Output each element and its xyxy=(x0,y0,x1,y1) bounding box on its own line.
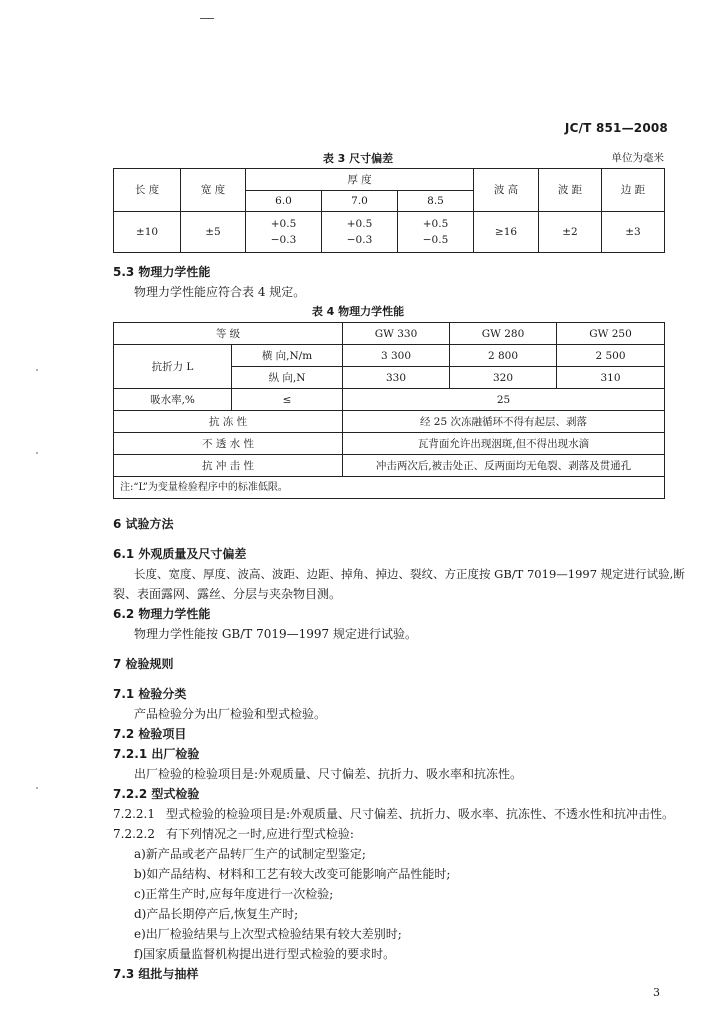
table3-value-thickness-7-0 xyxy=(322,212,398,253)
table3-header-wave-height: 波 高 xyxy=(474,169,539,212)
section-7-2-1-body: 出厂检验的检验项目是:外观质量、尺寸偏差、抗折力、吸水率和抗冻性。 xyxy=(134,767,523,781)
section-7-2-2-2-number: 7.2.2.2 xyxy=(113,827,155,841)
table4-grade-gw250: GW 250 xyxy=(557,323,665,345)
section-5-3-heading: 5.3 物理力学性能 xyxy=(113,265,211,279)
table4-longitudinal-gw280: 320 xyxy=(450,367,557,389)
table3-header-edge-distance: 边 距 xyxy=(602,169,665,212)
section-7-2-1-heading: 7.2.1 出厂检验 xyxy=(113,747,200,761)
deviation-plus: +0.5 xyxy=(270,218,297,230)
section-6-1-body-line2: 裂、表面露网、露丝、分层与夹杂物目测。 xyxy=(113,587,342,601)
table4-note: 注:“L”为变量检验程序中的标准低限。 xyxy=(114,477,665,499)
document-number: JC/T 851—2008 xyxy=(564,121,668,135)
table3-thickness-7-0: 7.0 xyxy=(322,191,398,212)
table3-value-wave-height: ≥16 xyxy=(474,212,539,253)
table4-longitudinal-gw250: 310 xyxy=(557,367,665,389)
table4-water-absorption-op: ≤ xyxy=(232,389,343,411)
section-7-2-2-heading: 7.2.2 型式检验 xyxy=(113,787,200,801)
section-6-1-body-line1: 长度、宽度、厚度、波高、波距、边距、掉角、掉边、裂纹、方正度按 GB/T 7019—1997 规定进行试验,断 xyxy=(134,567,685,581)
table3-header-thickness: 厚 度 xyxy=(246,169,474,191)
table3-caption: 表 3 尺寸偏差 xyxy=(322,152,394,165)
section-7-3-heading: 7.3 组批与抽样 xyxy=(113,967,199,981)
table4-longitudinal-label: 纵 向,N xyxy=(232,367,343,389)
table4-longitudinal-gw330: 330 xyxy=(343,367,450,389)
section-6-2-body: 物理力学性能按 GB/T 7019—1997 规定进行试验。 xyxy=(134,627,417,641)
table4-impermeability-value: 瓦背面允许出现洇斑,但不得出现水滴 xyxy=(343,433,665,455)
list-item: e)出厂检验结果与上次型式检验结果有较大差别时; xyxy=(134,927,402,941)
table3-header-wave-pitch: 波 距 xyxy=(539,169,602,212)
deviation-plus: +0.5 xyxy=(422,218,449,230)
table3-header-width: 宽 度 xyxy=(181,169,246,212)
table3-value-width: ±5 xyxy=(181,212,246,253)
section-6-2-heading: 6.2 物理力学性能 xyxy=(113,607,211,621)
table4-transverse-gw280: 2 800 xyxy=(450,345,557,367)
scan-speck xyxy=(36,369,38,371)
page-number: 3 xyxy=(653,986,660,999)
section-7-2-heading: 7.2 检验项目 xyxy=(113,727,187,741)
table3-value-thickness-8-5 xyxy=(398,212,474,253)
section-7-1-heading: 7.1 检验分类 xyxy=(113,687,187,701)
table3-unit: 单位为毫米 xyxy=(611,152,664,164)
table4-impact-label: 抗 冲 击 性 xyxy=(114,455,343,477)
deviation-plus: +0.5 xyxy=(346,218,373,230)
table4-transverse-gw250: 2 500 xyxy=(557,345,665,367)
table3-value-wave-pitch: ±2 xyxy=(539,212,602,253)
table3-thickness-6-0: 6.0 xyxy=(246,191,322,212)
table3-dimension-deviation xyxy=(113,168,665,253)
table3-value-edge-distance: ±3 xyxy=(602,212,665,253)
list-item: d)产品长期停产后,恢复生产时; xyxy=(134,907,299,921)
table4-transverse-gw330: 3 300 xyxy=(343,345,450,367)
table3-header-length: 长 度 xyxy=(114,169,181,212)
table4-transverse-label: 横 向,N/m xyxy=(232,345,343,367)
list-item: b)如产品结构、材料和工艺有较大改变可能影响产品性能时; xyxy=(134,867,451,881)
section-6-heading: 6 试验方法 xyxy=(113,517,174,531)
table4-frost-value: 经 25 次冻融循环不得有起层、剥落 xyxy=(343,411,665,433)
section-7-2-2-1-text: 型式检验的检验项目是:外观质量、尺寸偏差、抗折力、吸水率、抗冻性、不透水性和抗冲击性。 xyxy=(166,807,675,821)
table4-water-absorption-label: 吸水率,% xyxy=(114,389,232,411)
table4-caption: 表 4 物理力学性能 xyxy=(311,305,405,318)
section-7-2-2-1-number: 7.2.2.1 xyxy=(113,807,155,821)
table4-impermeability-label: 不 透 水 性 xyxy=(114,433,343,455)
table4-grade-gw280: GW 280 xyxy=(450,323,557,345)
section-7-2-2-2-text: 有下列情况之一时,应进行型式检验: xyxy=(166,827,354,841)
scan-speck xyxy=(36,452,38,454)
deviation-minus: −0.3 xyxy=(346,234,373,246)
section-6-1-heading: 6.1 外观质量及尺寸偏差 xyxy=(113,547,247,561)
table4-water-absorption-value: 25 xyxy=(343,389,665,411)
table3-value-thickness-6-0 xyxy=(246,212,322,253)
list-item: a)新产品或老产品转厂生产的试制定型鉴定; xyxy=(134,847,366,861)
deviation-minus: −0.3 xyxy=(270,234,297,246)
top-margin-mark xyxy=(200,18,214,19)
table4-bending-label: 抗折力 L xyxy=(114,345,232,389)
table4-physical-mechanical xyxy=(113,322,665,499)
deviation-minus: −0.5 xyxy=(422,234,449,246)
list-item: c)正常生产时,应每年度进行一次检验; xyxy=(134,887,334,901)
section-7-1-body: 产品检验分为出厂检验和型式检验。 xyxy=(134,707,327,721)
table4-grade-gw330: GW 330 xyxy=(343,323,450,345)
table4-impact-value: 冲击两次后,被击处正、反两面均无龟裂、剥落及贯通孔 xyxy=(343,455,665,477)
scan-speck xyxy=(36,787,38,789)
list-item: f)国家质量监督机构提出进行型式检验的要求时。 xyxy=(134,947,396,961)
table4-frost-label: 抗 冻 性 xyxy=(114,411,343,433)
section-5-3-body: 物理力学性能应符合表 4 规定。 xyxy=(134,285,306,299)
table3-value-length: ±10 xyxy=(114,212,181,253)
section-7-heading: 7 检验规则 xyxy=(113,657,174,671)
table3-thickness-8-5: 8.5 xyxy=(398,191,474,212)
table4-grade-label: 等 级 xyxy=(114,323,343,345)
